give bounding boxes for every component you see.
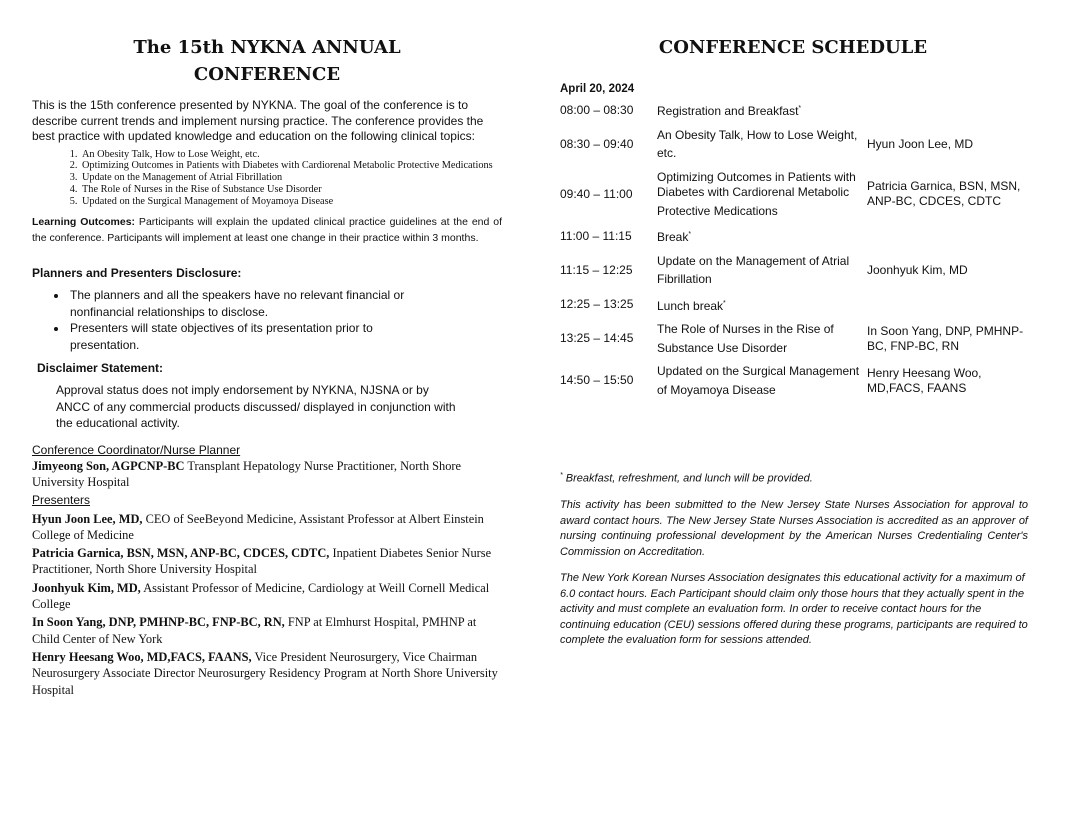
schedule-time: 08:00 – 08:30 <box>560 102 634 117</box>
presenters-heading: Presenters <box>32 492 91 507</box>
title-line-2: CONFERENCE <box>193 64 341 85</box>
learning-outcomes-label: Learning Outcomes: <box>32 216 136 229</box>
intro-paragraph: This is the 15th conference presented by NYKNA. The goal of the conference is to describe current trends and implement nursing practice. The conference provides the best practice with updated knowledge and education on the following clinical topics: <box>32 98 484 143</box>
meal-footnote-text: Breakfast, refreshment, and lunch will be provided. <box>562 472 813 485</box>
contact-hours-designation: The New York Korean Nurses Association designates this educational activity for a maximum of 6.0 contact hours. Each Participant should claim only those hours that they actually spent in the activity and must complete an evaluation form. In order to receive contact hours for the continuing education (CEU) sessions offered during these programs, participants are required to complete the evaluation form for sessions attended. <box>560 572 1028 647</box>
schedule-row <box>558 101 1028 120</box>
schedule-table <box>558 101 1028 398</box>
left-column <box>32 34 502 700</box>
title-line-1: The 15th NYKNA ANNUAL <box>133 37 401 58</box>
schedule-row <box>558 322 1028 356</box>
disclaimer-text: Approval status does not imply endorsement by NYKNA, NJSNA or by ANCC of any commercial products discussed/ displayed in conjunction with the educational activity. <box>56 383 456 431</box>
presenter-entry <box>32 580 502 613</box>
presenter-desc: FNP at Elmhurst Hospital, PMHNP at Child Center of New York <box>32 615 477 646</box>
schedule-row <box>558 170 1028 220</box>
topics-list <box>32 149 502 208</box>
topic-item: 3. Update on the Management of Atrial Fibrillation <box>80 172 502 184</box>
topic-item: 5. Updated on the Surgical Management of Moyamoya Disease <box>80 196 502 208</box>
disclosure-list <box>32 287 428 353</box>
schedule-presenter: Henry Heesang Woo, MD,FACS, FAANS <box>867 365 982 395</box>
right-column <box>558 34 1028 660</box>
schedule-presenter: Patricia Garnica, BSN, MSN, ANP-BC, CDCES, CDTC <box>867 178 1021 209</box>
schedule-row <box>558 128 1028 162</box>
presenter-desc: Vice President Neurosurgery, Vice Chairman Neurosurgery Associate Director Neurosurgery Residency Program at North Shore University Hospital <box>32 649 498 697</box>
schedule-date: April 20, 2024 <box>560 83 635 95</box>
schedule-title: CONFERENCE SCHEDULE <box>658 37 928 58</box>
schedule-session: Updated on the Surgical Management of Moyamoya Disease <box>657 364 860 397</box>
schedule-session: Optimizing Outcomes in Patients with Diabetes with Cardiorenal Metabolic Protective Medications <box>657 169 856 218</box>
schedule-time: 12:25 – 13:25 <box>560 297 634 311</box>
presenter-name: In Soon Yang, DNP, PMHNP-BC, FNP-BC, RN, <box>32 615 285 630</box>
presenter-entry <box>32 545 502 578</box>
meal-footnote <box>560 468 1028 487</box>
schedule-presenter: Joonhyuk Kim, MD <box>867 262 968 277</box>
coordinator-entry <box>32 458 502 491</box>
schedule-session: An Obesity Talk, How to Lose Weight, etc. <box>657 127 858 160</box>
learning-outcomes-text: Participants will explain the updated clinical practice guidelines at the end of the conference. Participants will implement at least one change in their practice within 3 months. <box>32 216 502 244</box>
footnote-marker: * <box>798 105 802 112</box>
schedule-session: Update on the Management of Atrial Fibrillation <box>657 253 850 286</box>
schedule-row <box>558 364 1028 398</box>
schedule-session: The Role of Nurses in the Rise of Substance Use Disorder <box>657 322 834 355</box>
topic-item: 1. An Obesity Talk, How to Lose Weight, etc. <box>80 149 502 161</box>
schedule-time: 14:50 – 15:50 <box>560 373 634 388</box>
footnote-marker: * <box>560 472 563 479</box>
coordinator-desc: Transplant Hepatology Nurse Practitioner, North Shore University Hospital <box>32 458 462 490</box>
schedule-time: 13:25 – 14:45 <box>560 331 634 346</box>
coordinator-heading: Conference Coordinator/Nurse Planner <box>32 442 241 457</box>
schedule-time: 09:40 – 11:00 <box>560 186 633 201</box>
presenter-name: Joonhyuk Kim, MD, <box>32 580 141 595</box>
accreditation-statement: This activity has been submitted to the New Jersey State Nurses Association for approval to award contact hours. The New Jersey State Nurses Association is accredited as an approver of nursing continuing professional development by the American Nurses Credentialing Center's Commission on Accreditation. <box>560 499 1028 558</box>
disclosure-item: • The planners and all the speakers have no relevant financial or nonfinancial relationships to disclose. <box>68 287 428 320</box>
schedule-time: 11:00 – 11:15 <box>560 228 632 243</box>
presenter-entry <box>32 511 502 544</box>
topic-item: 2. Optimizing Outcomes in Patients with Diabetes with Cardiorenal Metabolic Protective Medications <box>80 160 502 172</box>
disclosure-heading: Planners and Presenters Disclosure: <box>32 266 242 281</box>
presenter-desc: Inpatient Diabetes Senior Nurse Practitioner, North Shore University Hospital <box>32 546 492 577</box>
schedule-row <box>558 296 1028 315</box>
coordinator-name: Jimyeong Son, AGPCNP-BC <box>32 458 185 473</box>
disclosure-item: • Presenters will state objectives of its presentation prior to presentation. <box>68 320 428 353</box>
presenter-name: Henry Heesang Woo, MD,FACS, FAANS, <box>32 649 252 664</box>
presenter-desc: Assistant Professor of Medicine, Cardiology at Weill Cornell Medical College <box>32 580 490 612</box>
schedule-time: 08:30 – 09:40 <box>560 136 634 151</box>
schedule-row <box>558 227 1028 246</box>
schedule-presenter: Hyun Joon Lee, MD <box>867 136 974 151</box>
footnote-marker: * <box>723 299 726 307</box>
schedule-session: Break* <box>657 230 692 244</box>
footnote-marker: * <box>688 231 692 238</box>
schedule-session: Lunch break* <box>657 298 726 313</box>
topic-item: 4. The Role of Nurses in the Rise of Substance Use Disorder <box>80 184 502 196</box>
presenter-name: Hyun Joon Lee, MD, <box>32 511 143 526</box>
schedule-presenter: In Soon Yang, DNP, PMHNP-BC, FNP-BC, RN <box>867 323 1024 353</box>
presenter-entry <box>32 614 502 647</box>
presenter-entry <box>32 649 502 698</box>
presenter-desc: CEO of SeeBeyond Medicine, Assistant Professor at Albert Einstein College of Medicine <box>32 511 484 542</box>
disclaimer-heading: Disclaimer Statement: <box>37 361 164 376</box>
schedule-time: 11:15 – 12:25 <box>560 262 633 277</box>
presenter-name: Patricia Garnica, BSN, MSN, ANP-BC, CDCES, CDTC, <box>32 546 330 561</box>
learning-outcomes <box>32 215 502 246</box>
conference-title <box>32 34 502 88</box>
schedule-session: Registration and Breakfast* <box>657 104 802 118</box>
schedule-row <box>558 254 1028 288</box>
